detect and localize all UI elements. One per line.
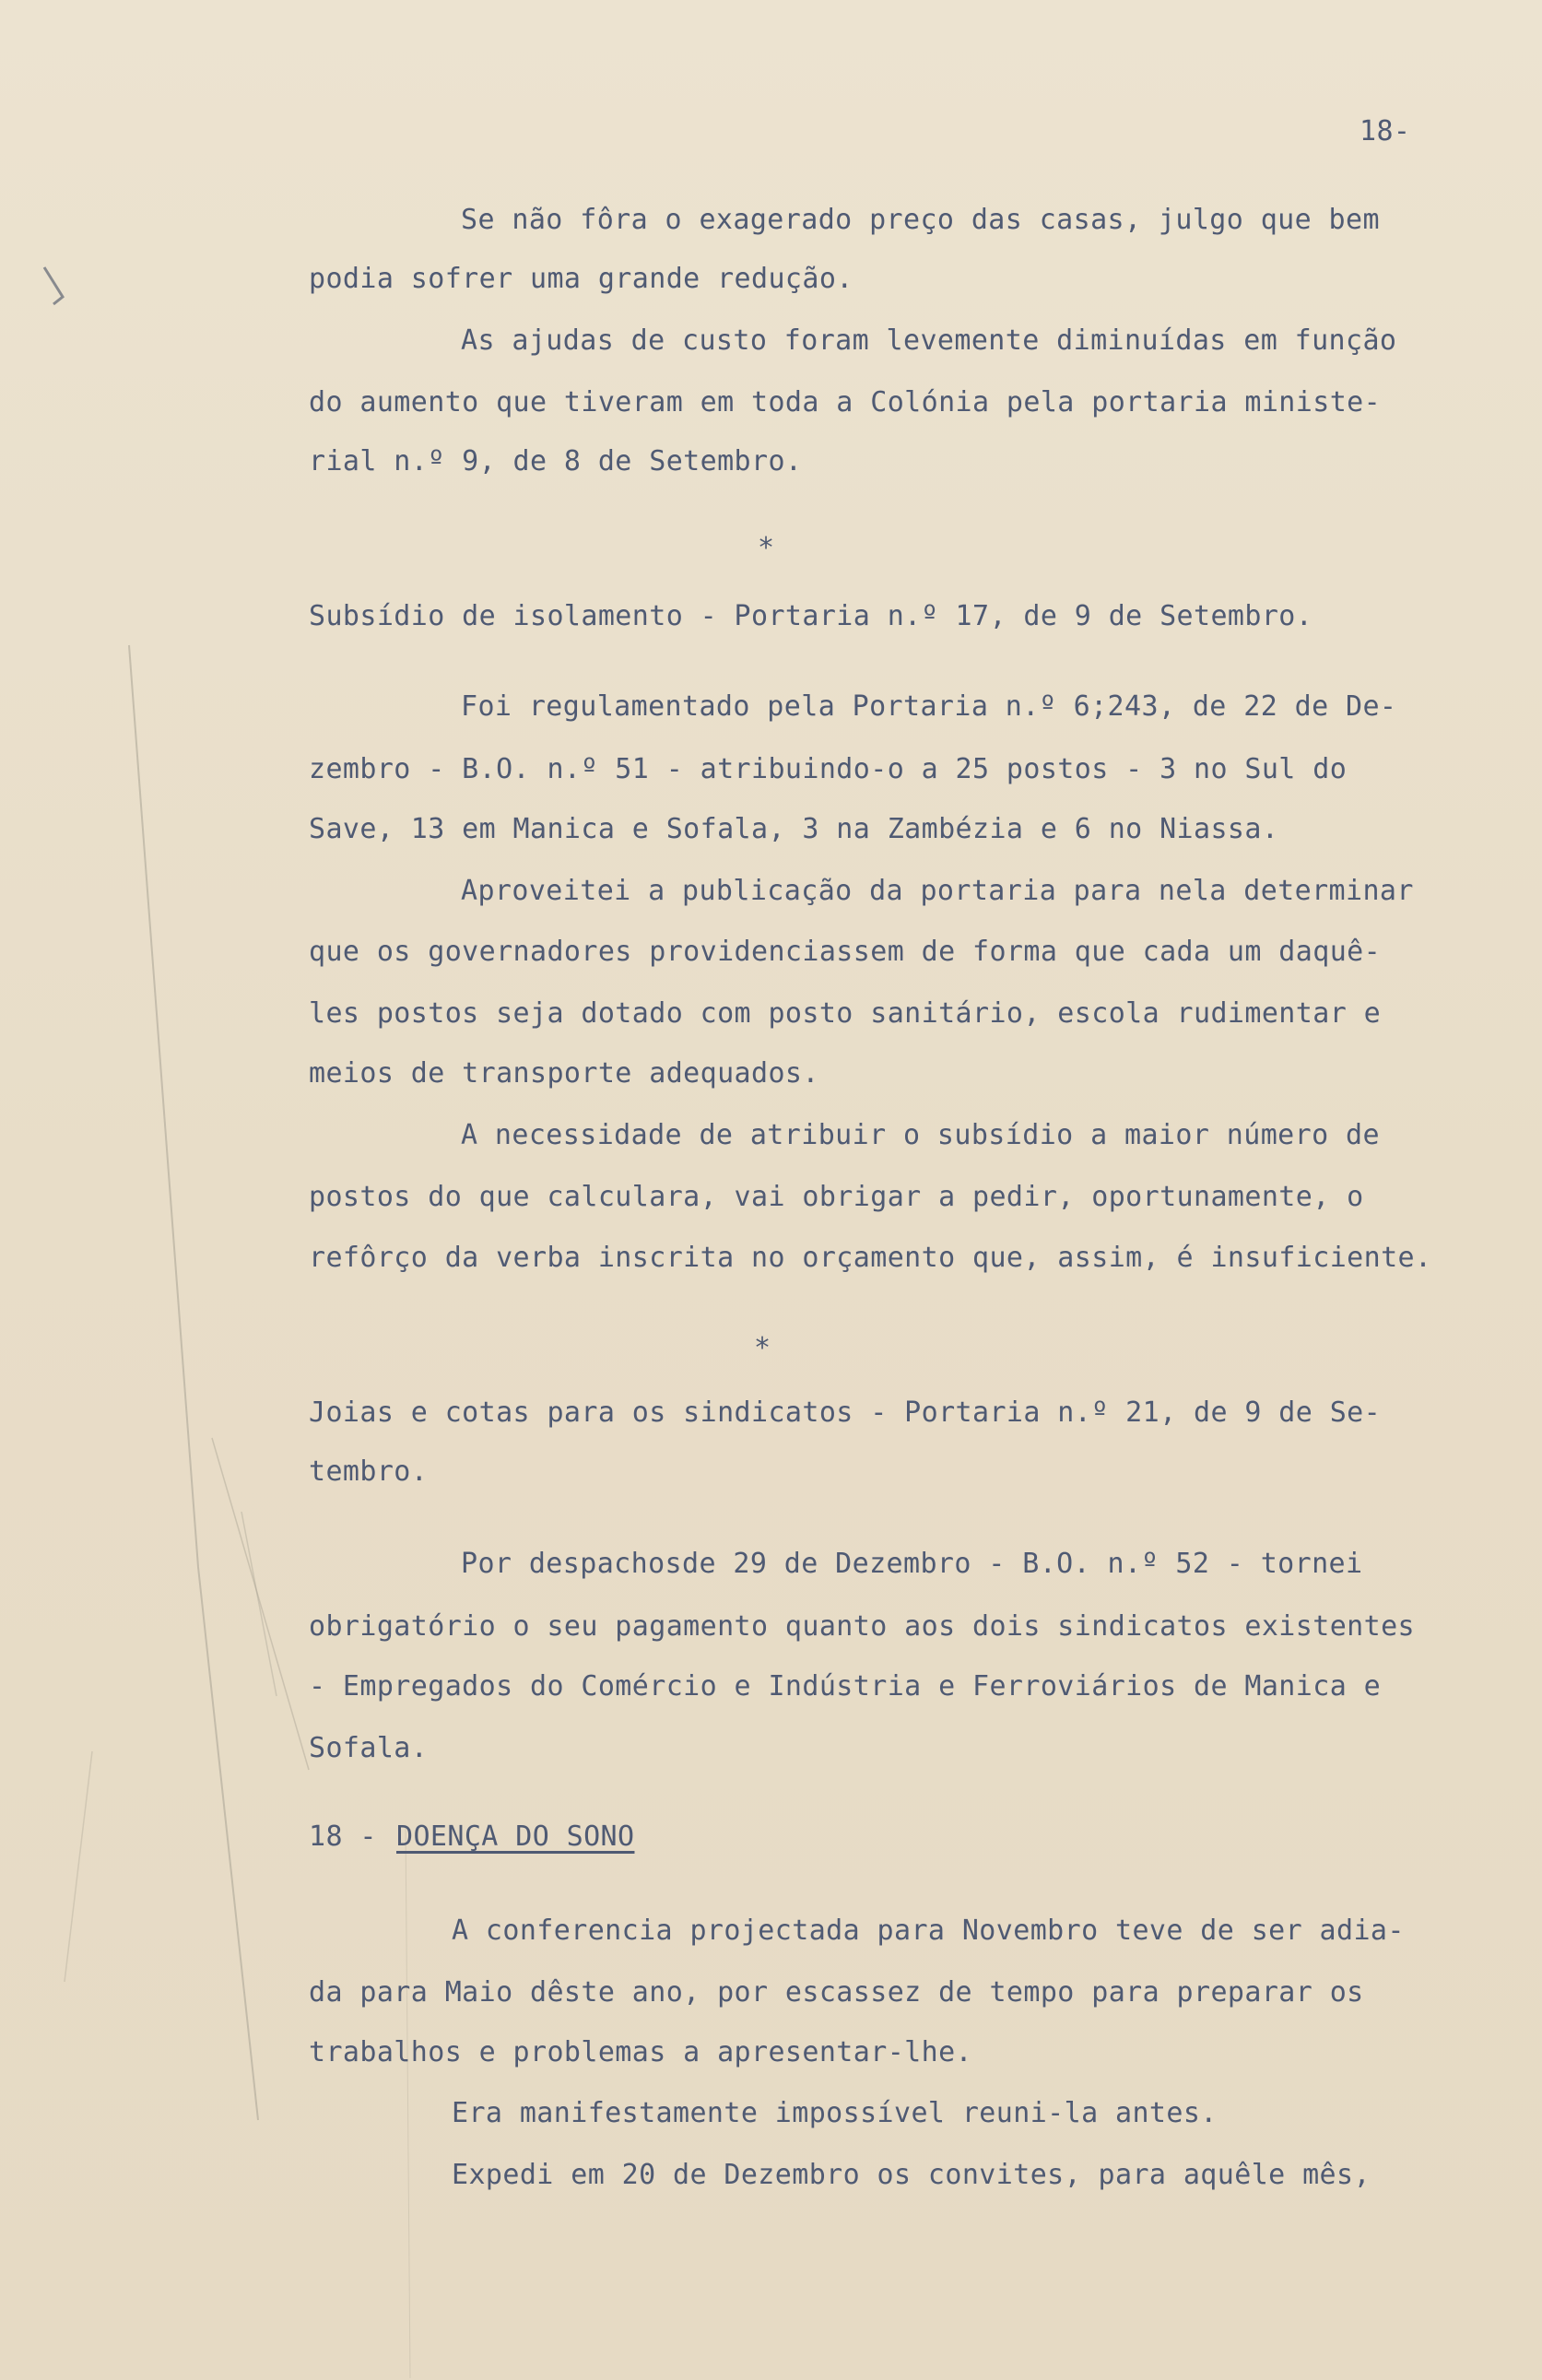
text-line: que os governadores providenciassem de forma que cada um daquê- <box>309 936 1382 968</box>
text-line: Por despachosde 29 de Dezembro - B.O. n.º 52 - tornei <box>461 1548 1363 1580</box>
text-line: Se não fôra o exagerado preço das casas, julgo que bem <box>461 204 1380 236</box>
page-number: 18- <box>1360 115 1411 147</box>
text-line: les postos seja dotado com posto sanitário, escola rudimentar e <box>309 997 1382 1030</box>
text-line: Expedi em 20 de Dezembro os convites, para aquêle mês, <box>452 2159 1371 2191</box>
text-line: Aproveitei a publicação da portaria para nela determinar <box>461 875 1414 907</box>
section-separator-asterisk: * <box>758 532 775 564</box>
text-line: postos do que calculara, vai obrigar a pedir, oportunamente, o <box>309 1181 1364 1213</box>
text-line: meios de transporte adequados. <box>309 1057 819 1090</box>
text-line: tembro. <box>309 1455 429 1488</box>
section-separator-asterisk: * <box>754 1332 771 1364</box>
text-line: podia sofrer uma grande redução. <box>309 263 853 295</box>
text-line: trabalhos e problemas a apresentar-lhe. <box>309 2036 972 2068</box>
section-title: DOENÇA DO SONO <box>396 1820 635 1853</box>
text-line: Save, 13 em Manica e Sofala, 3 na Zambézia e 6 no Niassa. <box>309 813 1279 845</box>
text-line: Era manifestamente impossível reuni-la antes. <box>452 2097 1218 2129</box>
text-line: As ajudas de custo foram levemente diminuídas em função <box>461 324 1397 357</box>
text-line: zembro - B.O. n.º 51 - atribuindo-o a 25 postos - 3 no Sul do <box>309 753 1348 785</box>
text-line: A conferencia projectada para Novembro teve de ser adia- <box>452 1915 1405 1947</box>
text-line: da para Maio dêste ano, por escassez de tempo para preparar os <box>309 1976 1364 2009</box>
section-heading: Subsídio de isolamento - Portaria n.º 17, de 9 de Setembro. <box>309 600 1313 632</box>
text-line: refôrço da verba inscrita no orçamento que, assim, é insuficiente. <box>309 1242 1432 1274</box>
text-line: - Empregados do Comércio e Indústria e Ferroviários de Manica e <box>309 1670 1382 1703</box>
text-line: Sofala. <box>309 1732 429 1764</box>
text-line: obrigatório o seu pagamento quanto aos dois sindicatos existentes <box>309 1610 1415 1643</box>
section-heading: Joias e cotas para os sindicatos - Portaria n.º 21, de 9 de Se- <box>309 1396 1382 1429</box>
text-line: rial n.º 9, de 8 de Setembro. <box>309 445 803 477</box>
text-line: A necessidade de atribuir o subsídio a maior número de <box>461 1119 1380 1151</box>
section-number: 18 - <box>309 1820 394 1853</box>
text-line: do aumento que tiveram em toda a Colónia pela portaria ministe- <box>309 386 1382 418</box>
text-line: Foi regulamentado pela Portaria n.º 6;243, de 22 de De- <box>461 690 1397 723</box>
